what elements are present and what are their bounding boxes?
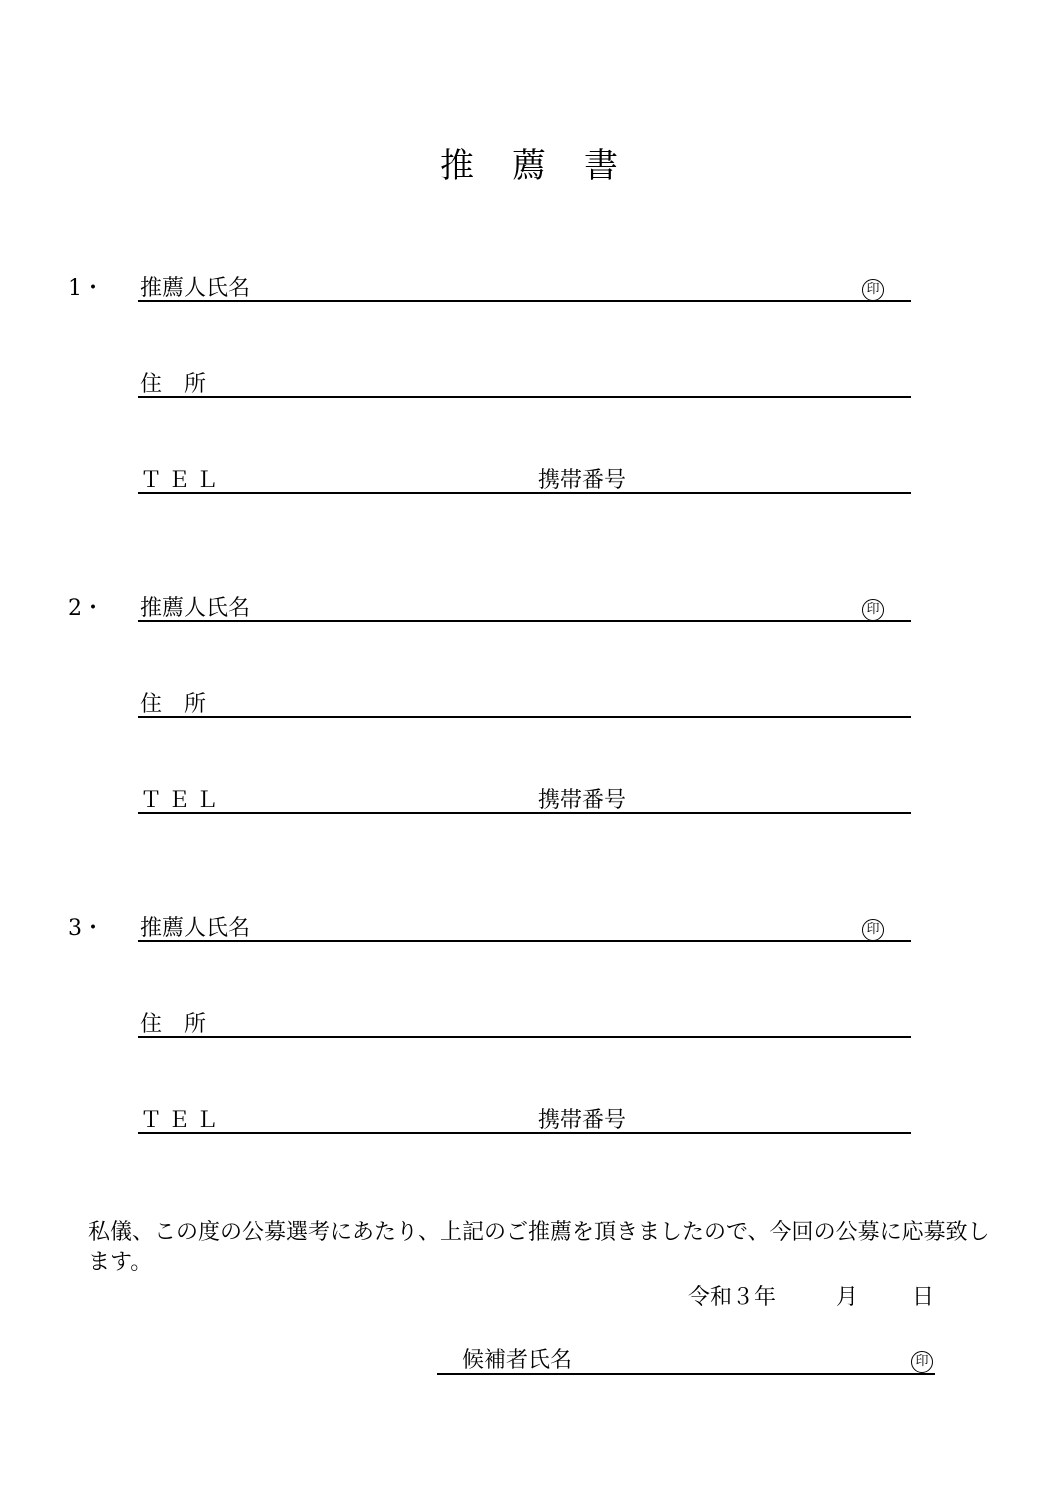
candidate-name-field[interactable] (437, 1373, 935, 1375)
tel-field[interactable] (138, 812, 911, 814)
seal-mark: 印 (911, 1351, 933, 1373)
section-number: 3・ (68, 916, 104, 941)
tel-field[interactable] (138, 1132, 911, 1134)
mobile-label: 携帯番号 (538, 788, 627, 813)
mobile-label: 携帯番号 (538, 468, 627, 493)
title-char-3: 書 (584, 146, 618, 186)
tel-label: ＴＥＬ (140, 1108, 225, 1133)
address-label: 住 所 (140, 1012, 207, 1037)
recommender-name-field[interactable] (138, 300, 911, 302)
mobile-label: 携帯番号 (538, 1108, 627, 1133)
seal-mark: 印 (862, 919, 884, 941)
recommender-name-label: 推薦人氏名 (140, 276, 251, 301)
seal-mark: 印 (862, 279, 884, 301)
tel-field[interactable] (138, 492, 911, 494)
title-char-2: 薦 (512, 146, 546, 186)
tel-label: ＴＥＬ (140, 468, 225, 493)
date-day-label: 日 (912, 1285, 935, 1310)
section-number: 2・ (68, 596, 104, 621)
recommender-name-label: 推薦人氏名 (140, 916, 251, 941)
address-field[interactable] (138, 716, 911, 718)
address-label: 住 所 (140, 692, 207, 717)
address-field[interactable] (138, 1036, 911, 1038)
seal-mark: 印 (862, 599, 884, 621)
address-field[interactable] (138, 396, 911, 398)
date-era-year: 令和３年 (688, 1285, 777, 1310)
title-char-1: 推 (440, 146, 474, 186)
application-statement: 私儀、この度の公募選考にあたり、上記のご推薦を頂きましたので、今回の公募に応募致します。 (88, 1220, 990, 1275)
address-label: 住 所 (140, 372, 207, 397)
section-number: 1・ (68, 276, 104, 301)
recommender-name-field[interactable] (138, 940, 911, 942)
recommender-name-field[interactable] (138, 620, 911, 622)
tel-label: ＴＥＬ (140, 788, 225, 813)
recommender-name-label: 推薦人氏名 (140, 596, 251, 621)
candidate-name-label: 候補者氏名 (462, 1348, 573, 1373)
date-month-label: 月 (836, 1285, 859, 1310)
document-title (0, 138, 1058, 187)
